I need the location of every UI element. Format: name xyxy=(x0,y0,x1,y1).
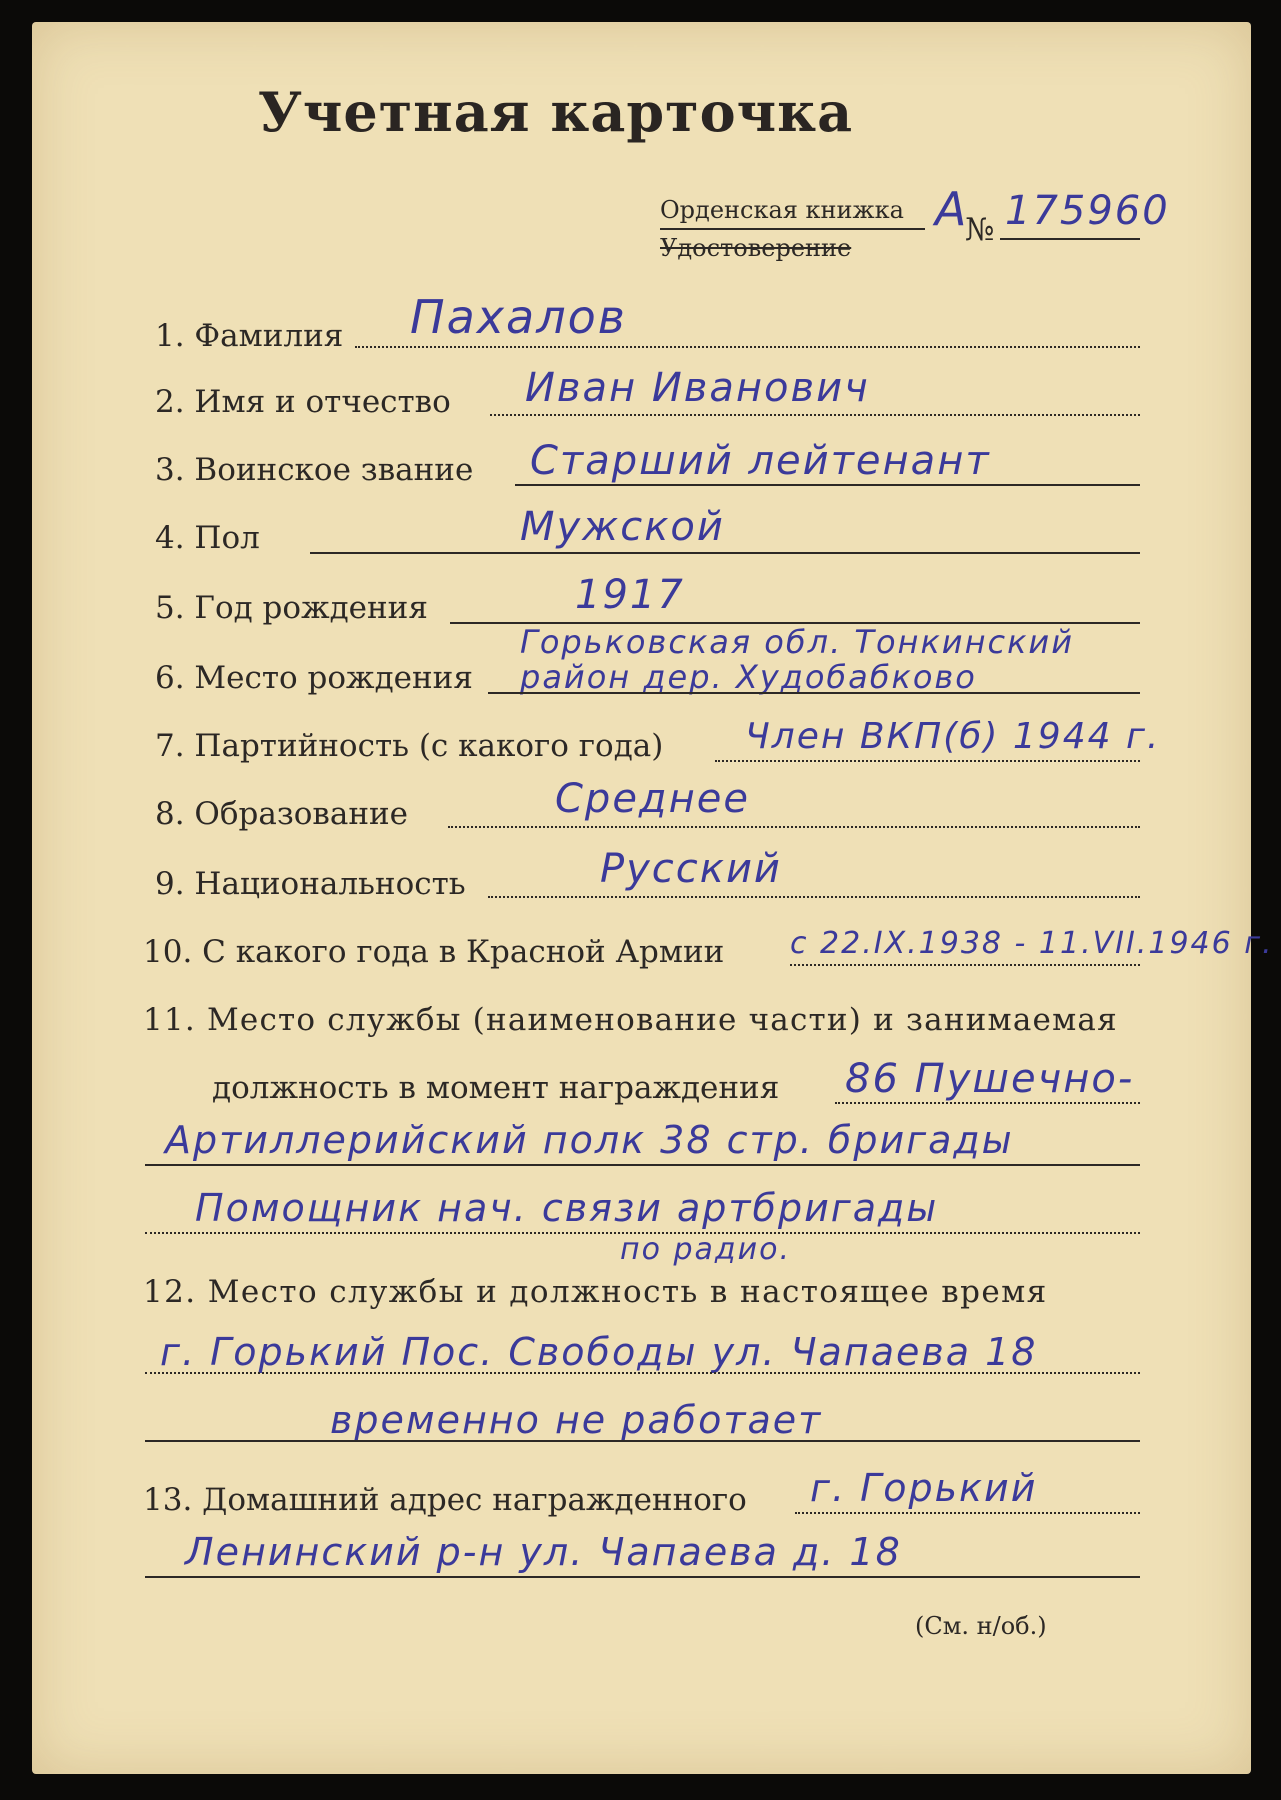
number-label: № xyxy=(965,212,995,248)
field-9-value: Русский xyxy=(600,846,782,892)
footer-note: (См. н/об.) xyxy=(915,1612,1047,1640)
field-1-label: 1. Фамилия xyxy=(155,318,344,354)
field-8-label: 8. Образование xyxy=(155,796,409,832)
field-6-value-line2: район дер. Худобабково xyxy=(520,658,977,696)
field-7-label: 7. Партийность (с какого года) xyxy=(155,728,664,764)
certificate-label: Удостоверение xyxy=(660,234,852,262)
field-12-value-line1: г. Горький Пос. Свободы ул. Чапаева 18 xyxy=(160,1330,1038,1374)
field-11-line1 xyxy=(835,1102,1140,1104)
field-12-label: 12. Место службы и должность в настоящее время xyxy=(143,1274,1048,1310)
field-3-line xyxy=(515,484,1140,486)
field-6-line xyxy=(488,692,1140,694)
field-11-label-line2: должность в момент награждения xyxy=(212,1070,780,1106)
field-7-line xyxy=(715,760,1140,762)
field-2-label: 2. Имя и отчество xyxy=(155,384,451,420)
field-13-value-line2: Ленинский р-н ул. Чапаева д. 18 xyxy=(185,1530,902,1574)
field-10-label: 10. С какого года в Красной Армии xyxy=(143,934,725,970)
field-10-line xyxy=(790,964,1140,966)
order-book-underline xyxy=(660,228,925,230)
field-12-line1 xyxy=(145,1372,1140,1374)
field-3-value: Старший лейтенант xyxy=(530,438,991,484)
number-handwritten: 175960 xyxy=(1005,188,1170,234)
field-5-label: 5. Год рождения xyxy=(155,590,428,626)
field-2-value: Иван Иванович xyxy=(525,365,870,411)
field-13-line2 xyxy=(145,1576,1140,1578)
field-12-value-line2: временно не работает xyxy=(330,1398,823,1442)
field-8-value: Среднее xyxy=(555,776,750,822)
card-title: Учетная карточка xyxy=(258,80,854,144)
field-2-line xyxy=(490,414,1140,416)
field-13-line1 xyxy=(795,1512,1140,1514)
field-8-line xyxy=(448,826,1140,828)
field-12-line2 xyxy=(145,1440,1140,1442)
field-6-label: 6. Место рождения xyxy=(155,660,473,696)
field-13-label: 13. Домашний адрес награжденного xyxy=(143,1482,747,1518)
field-11-line2 xyxy=(145,1164,1140,1166)
field-9-label: 9. Национальность xyxy=(155,866,466,902)
field-11-label-line1: 11. Место службы (наименование части) и занимаемая xyxy=(143,1002,1118,1038)
series-handwritten: А xyxy=(935,182,969,236)
field-4-label: 4. Пол xyxy=(155,520,260,556)
field-13-value-line1: г. Горький xyxy=(810,1466,1038,1510)
field-4-line xyxy=(310,552,1140,554)
field-6-value-line1: Горьковская обл. Тонкинский xyxy=(520,623,1075,661)
field-11-value-line1: 86 Пушечно- xyxy=(845,1056,1135,1102)
field-10-value: с 22.IX.1938 - 11.VII.1946 г. xyxy=(790,926,1274,961)
field-5-value: 1917 xyxy=(575,572,685,618)
field-7-value: Член ВКП(б) 1944 г. xyxy=(745,716,1161,757)
field-11-value-line3: Помощник нач. связи артбригады xyxy=(195,1186,939,1230)
field-3-label: 3. Воинское звание xyxy=(155,452,474,488)
field-1-value: Пахалов xyxy=(410,290,627,344)
field-4-value: Мужской xyxy=(520,504,725,550)
field-11-value-line4: по радио. xyxy=(620,1232,792,1267)
order-book-label: Орденская книжка xyxy=(660,196,904,224)
number-underline xyxy=(1000,238,1140,240)
field-1-line xyxy=(355,346,1140,348)
field-9-line xyxy=(488,896,1140,898)
field-11-value-line2: Артиллерийский полк 38 стр. бригады xyxy=(165,1118,1014,1162)
